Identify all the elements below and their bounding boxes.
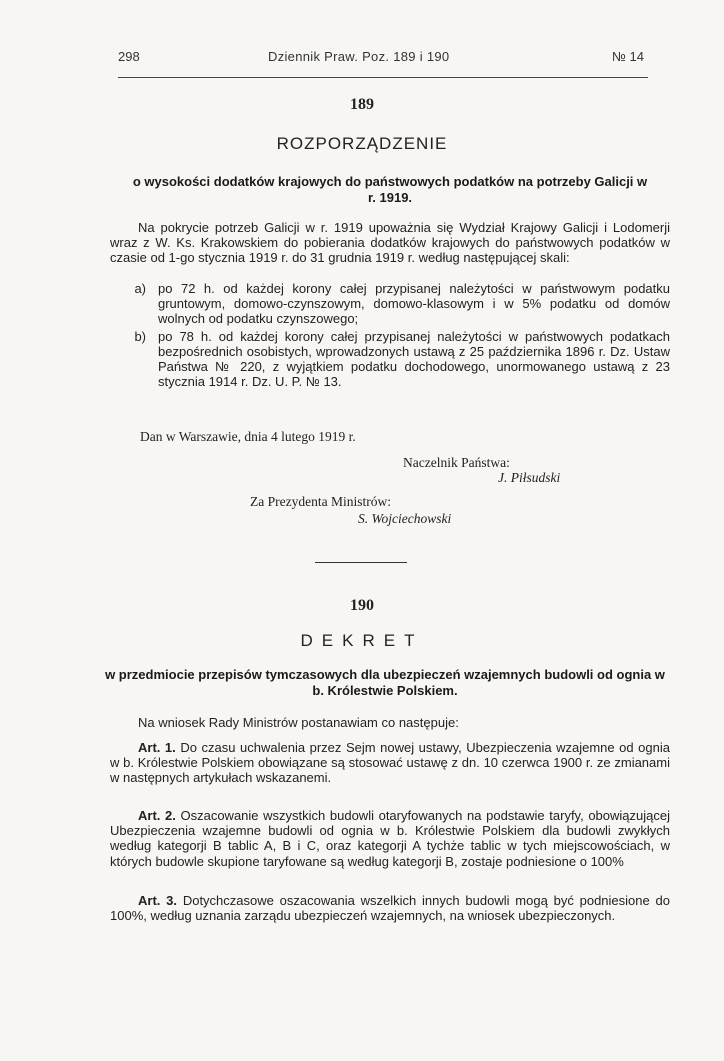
item-label: a) bbox=[134, 281, 146, 296]
article-1 bbox=[110, 740, 670, 786]
article-text: Oszacowanie wszystkich budowli otaryfowanych na podstawie taryfy, obowiązującej Ubezpieczenia wzajemne budowli od ognia w b. Królestwie Polskiem dla budowli zwykłych według kategorji B tablic A, B i C, oraz kategorji A tychże tablic w tych miejscowościach, w których budowle skupione taryfowane są według kategorji B, zostaje podniesione o 100% bbox=[110, 808, 670, 869]
act-189-date: Dan w Warszawie, dnia 4 lutego 1919 r. bbox=[140, 429, 356, 444]
signature-2-title: Za Prezydenta Ministrów: bbox=[250, 494, 391, 509]
header-rule bbox=[118, 77, 648, 78]
signature-1-name: J. Piłsudski bbox=[498, 470, 561, 485]
list-item bbox=[110, 281, 670, 327]
item-text: po 72 h. od każdej korony całej przypisanej należytości w państwowym podatku gruntowym, domowo-czynszowym, domowo-klasowym i w 5% podatku od domów wolnych od podatku czynszowego; bbox=[158, 281, 670, 327]
act-190-title: w przedmiocie przepisów tymczasowych dla ubezpieczeń wzajemnych budowli od ognia w b. Królestwie Polskiem. bbox=[105, 667, 665, 698]
article-heading: Art. 3. bbox=[138, 893, 178, 908]
article-heading: Art. 1. bbox=[138, 740, 176, 755]
act-190-number: 190 bbox=[350, 597, 374, 614]
act-189-title: o wysokości dodatków krajowych do państwowych podatków na potrzeby Galicji w r. 1919. bbox=[132, 174, 648, 205]
act-189-type: ROZPORZĄDZENIE bbox=[276, 134, 448, 153]
article-text: Do czasu uchwalenia przez Sejm nowej ustawy, Ubezpieczenia wzajemne od ognia w b. Królestwie Polskiem obowiązane są stosować ustawę z dn. 10 czerwca 1900 r. ze zmianami w następnych artykułach wskazanemi. bbox=[110, 740, 670, 786]
signature-1-title: Naczelnik Państwa: bbox=[403, 455, 510, 470]
act-189-rate-list bbox=[110, 281, 670, 391]
issue-number: № 14 bbox=[611, 49, 644, 64]
act-190-intro: Na wniosek Rady Ministrów postanawiam co następuje: bbox=[138, 715, 459, 730]
act-189-number: 189 bbox=[350, 96, 374, 113]
article-text: Dotychczasowe oszacowania wszelkich innych budowli mogą być podniesione do 100%, według uznania zarządu ubezpieczeń wzajemnych, na wniosek ubezpieczonych. bbox=[110, 893, 670, 924]
article-2 bbox=[110, 808, 670, 869]
page-number: 298 bbox=[118, 49, 140, 64]
act-190-type: DEKRET bbox=[300, 631, 424, 650]
list-item bbox=[110, 329, 670, 390]
act-189-intro: Na pokrycie potrzeb Galicji w r. 1919 upoważnia się Wydział Krajowy Galicji i Lodomerji wraz z W. Ks. Krakowskiem do pobierania dodatków krajowych do państwowych podatków w czasie od 1-go stycznia 1919 r. do 31 grudnia 1919 r. według następującej skali: bbox=[110, 220, 670, 266]
journal-title: Dziennik Praw. Poz. 189 i 190 bbox=[268, 49, 450, 64]
section-divider bbox=[315, 562, 407, 563]
item-label: b) bbox=[134, 328, 146, 344]
item-text: po 78 h. od każdej korony całej przypisanej należytości w państwowych podatkach bezpośrednich osobistych, wprowadzonych ustawą z 25 października 1896 r. Dz. Ustaw Państwa № 220, z wyjątkiem podatku dochodowego, unormowanego ustawą z 23 stycznia 1914 r. Dz. U. P. № 13. bbox=[158, 328, 670, 390]
article-heading: Art. 2. bbox=[138, 808, 176, 823]
page-header bbox=[118, 49, 644, 67]
signature-2-name: S. Wojciechowski bbox=[358, 511, 452, 526]
article-3 bbox=[110, 893, 670, 923]
